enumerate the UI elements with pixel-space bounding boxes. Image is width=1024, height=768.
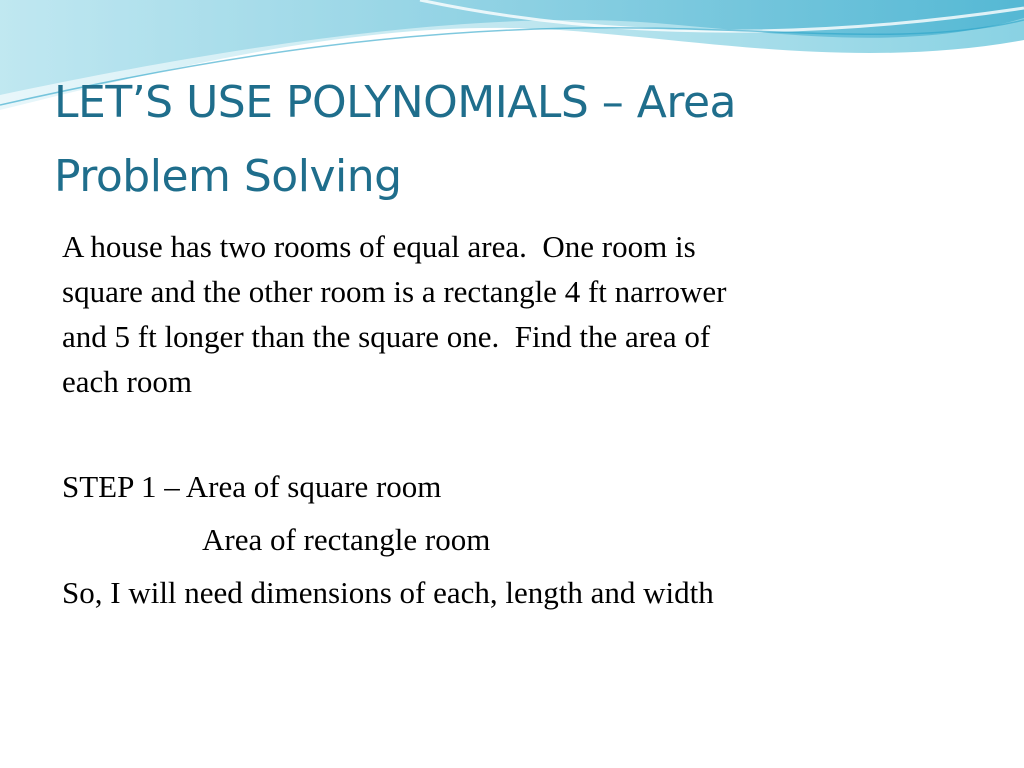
slide-title (54, 66, 994, 214)
dimensions-note: So, I will need dimensions of each, length and width (62, 575, 714, 610)
problem-line: A house has two rooms of equal area. One room is (62, 229, 696, 264)
problem-line: and 5 ft longer than the square one. Find the area of (62, 319, 711, 354)
problem-statement (62, 224, 962, 404)
title-line: Problem Solving (54, 151, 402, 202)
step-1-rectangle-area: Area of rectangle room (202, 522, 491, 557)
problem-line: square and the other room is a rectangle 4 ft narrower (62, 274, 727, 309)
problem-line: each room (62, 364, 192, 399)
title-line: LET’S USE POLYNOMIALS – Area (54, 77, 736, 128)
step-1-square-area: STEP 1 – Area of square room (62, 469, 442, 504)
solution-steps (62, 460, 962, 619)
